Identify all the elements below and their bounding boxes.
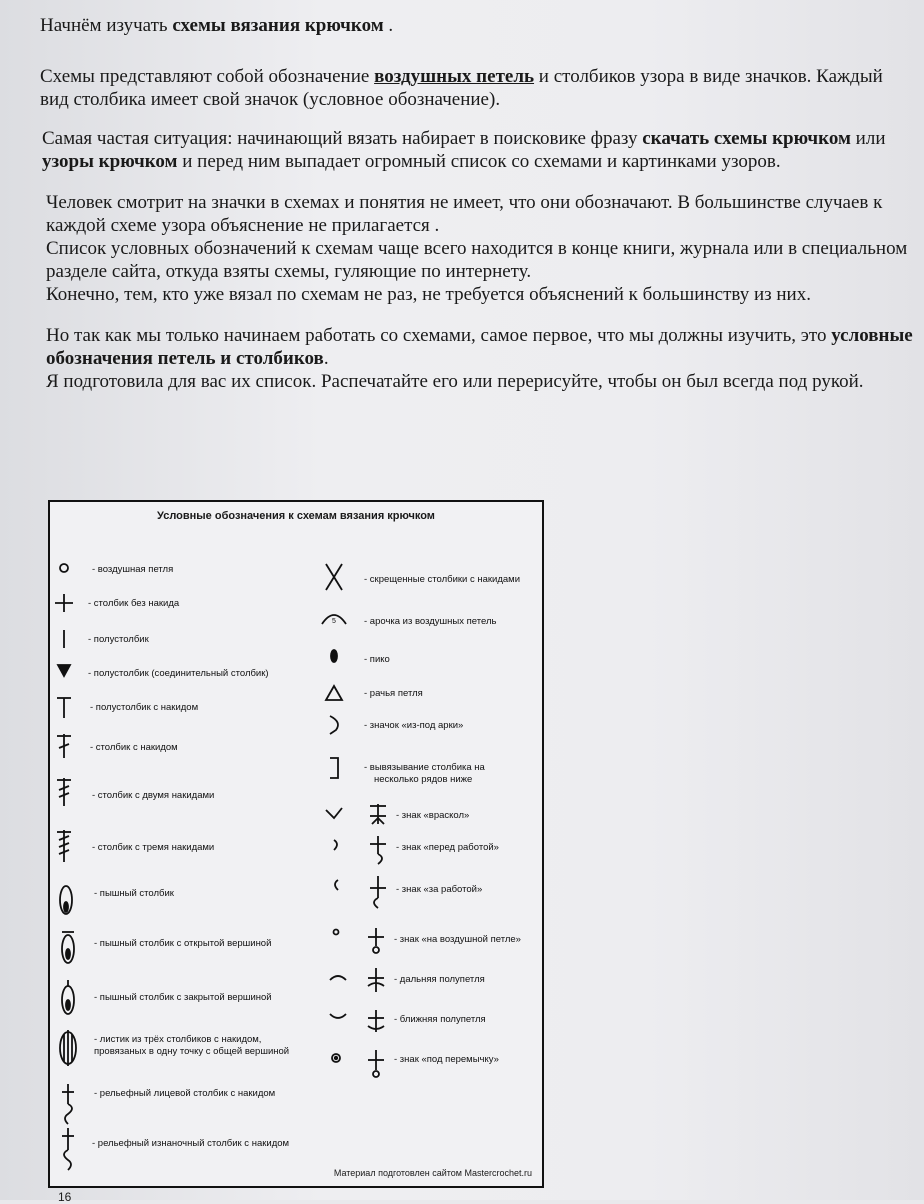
legend-label: - полустолбик (соединительный столбик): [88, 668, 269, 679]
legend-label: - дальняя полупетля: [394, 974, 485, 985]
puff-stitch-open-icon: [62, 932, 74, 963]
intro-paragraph-3: [46, 191, 914, 306]
legend-label: - пышный столбик с закрытой вершиной: [94, 992, 272, 1003]
text-line: Список условных обозначений к схемам чаще всего находится в конце книги, журнала или в специальном разделе сайта, откуда взяты схемы, гуляющие по интернету.: [46, 238, 908, 282]
arch-number-label: 5: [332, 618, 336, 625]
intro-heading: [40, 14, 914, 37]
text-run: или: [850, 128, 886, 149]
back-loop-arc-icon: [330, 976, 346, 980]
puff-stitch-closed-icon: [62, 980, 74, 1014]
intro-paragraph-4: [46, 324, 914, 393]
text-line: [46, 324, 914, 370]
reverse-single-crochet-icon: [326, 686, 342, 700]
text-run: .: [383, 15, 394, 36]
treble-crochet-icon: [57, 778, 71, 806]
half-double-crochet-icon: [57, 698, 71, 718]
legend-label: - воздушная петля: [92, 564, 174, 575]
legend-label: - арочка из воздушных петель: [364, 616, 497, 627]
text-line: Конечно, тем, кто уже вязал по схемам не раз, не требуется объяснений к большинству из них.: [46, 284, 811, 305]
back-post-double-crochet-icon: [62, 1128, 74, 1170]
legend-label: - столбик с тремя накидами: [92, 842, 215, 853]
single-crochet-icon: [55, 594, 73, 612]
text-run: Начнём изучать: [40, 15, 173, 36]
puff-stitch-icon: [60, 886, 72, 914]
legend-label: - рельефный изнаночный столбик с накидом: [92, 1138, 290, 1149]
back-of-work-icon: [370, 876, 386, 908]
under-arch-icon: [330, 716, 338, 734]
legend-label: - рельефный лицевой столбик с накидом: [94, 1088, 276, 1099]
legend-footer: Материал подготовлен сайтом Mastercrochet.ru: [333, 1168, 532, 1178]
bold-run: условные обозначения петель и столбиков: [46, 325, 913, 369]
legend-label: - знак «за работой»: [396, 884, 483, 895]
legend-label: - ближняя полупетля: [394, 1014, 486, 1025]
legend-label: - полустолбик с накидом: [90, 702, 199, 713]
front-post-double-crochet-icon: [62, 1084, 74, 1124]
legend-label: - рачья петля: [364, 688, 423, 699]
bold-run: схемы вязания крючком: [172, 15, 384, 36]
legend-label: - пико: [364, 654, 390, 665]
leaf-cluster-icon: [60, 1030, 76, 1066]
small-circle-icon: [334, 930, 339, 935]
text-run: Самая частая ситуация: начинающий вязать набирает в поисковике фразу: [42, 128, 643, 149]
legend-label: провязаных в одну точку с общей вершиной: [94, 1046, 290, 1057]
text-line: Я подготовила для вас их список. Распечатайте его или перерисуйте, чтобы он был всегда под рукой.: [46, 371, 864, 392]
on-chain-stitch-icon: [368, 928, 384, 953]
bold-run: скачать схемы крючком: [642, 128, 851, 149]
bold-run: узоры крючком: [42, 151, 178, 172]
legend-panel: [48, 500, 544, 1188]
legend-label: - листик из трёх столбиков с накидом,: [94, 1034, 262, 1045]
under-bar-icon: [368, 1050, 384, 1077]
legend-label: - столбик без накида: [88, 598, 180, 609]
text-run: .: [323, 348, 329, 369]
slip-stitch-filled-icon: [58, 665, 70, 676]
dot-circle-icon: [332, 1054, 340, 1062]
intro-paragraph-2: [42, 127, 914, 173]
legend-label: - знак «враскол»: [396, 810, 470, 821]
split-stitch-icon: [370, 804, 386, 824]
legend-label: - пышный столбик с открытой вершиной: [94, 938, 272, 949]
front-of-work-icon: [370, 836, 386, 864]
intro-paragraph-1: [40, 65, 914, 111]
back-arc-icon: [335, 880, 338, 890]
intro-text: [34, 14, 914, 393]
text-run: и перед ним выпадает огромный список со схемами и картинками узоров.: [177, 151, 781, 172]
bold-underlined-run: воздушных петель: [374, 66, 535, 87]
chain-stitch-icon: [60, 564, 68, 572]
legend-label: - столбик с накидом: [90, 742, 178, 753]
legend-label: - вывязывание столбика на: [364, 762, 485, 773]
page-number: 16: [58, 1190, 72, 1204]
text-line: Человек смотрит на значки в схемах и понятия не имеет, что они обозначают. В большинстве случаев к каждой схеме узора объяснение не прилагается .: [46, 192, 883, 236]
front-arc-icon: [334, 840, 337, 850]
split-stitch-v-icon: [326, 808, 342, 818]
legend-label: - столбик с двумя накидами: [92, 790, 215, 801]
legend-label: несколько рядов ниже: [374, 774, 473, 785]
text-run: Но так как мы только начинаем работать со схемами, самое первое, что мы должны изучить, это: [46, 325, 832, 346]
legend-label: - знак «под перемычку»: [394, 1054, 499, 1065]
crossed-double-crochet-icon: [326, 564, 342, 590]
legend-label: - знак «на воздушной петле»: [394, 934, 521, 945]
double-crochet-icon: [57, 734, 71, 758]
text-run: и столбиков узора в виде значков. Каждый вид столбика имеет свой значок (условное обозначение).: [40, 66, 883, 110]
legend-title: Условные обозначения к схемам вязания крючком: [157, 510, 435, 522]
picot-icon: [331, 650, 337, 662]
legend-label: - знак «перед работой»: [396, 842, 499, 853]
text-run: Схемы представляют собой обозначение: [40, 66, 375, 87]
front-loop-arc-icon: [330, 1014, 346, 1018]
legend-label: - пышный столбик: [94, 888, 174, 899]
legend-label: - скрещенные столбики с накидами: [364, 574, 521, 585]
back-loop-icon: [368, 968, 384, 992]
double-treble-crochet-icon: [57, 830, 71, 862]
front-loop-icon: [368, 1010, 384, 1032]
legend-label: - значок «из-под арки»: [364, 720, 464, 731]
spike-stitch-icon: [330, 758, 338, 778]
legend-label: - полустолбик: [88, 634, 149, 645]
